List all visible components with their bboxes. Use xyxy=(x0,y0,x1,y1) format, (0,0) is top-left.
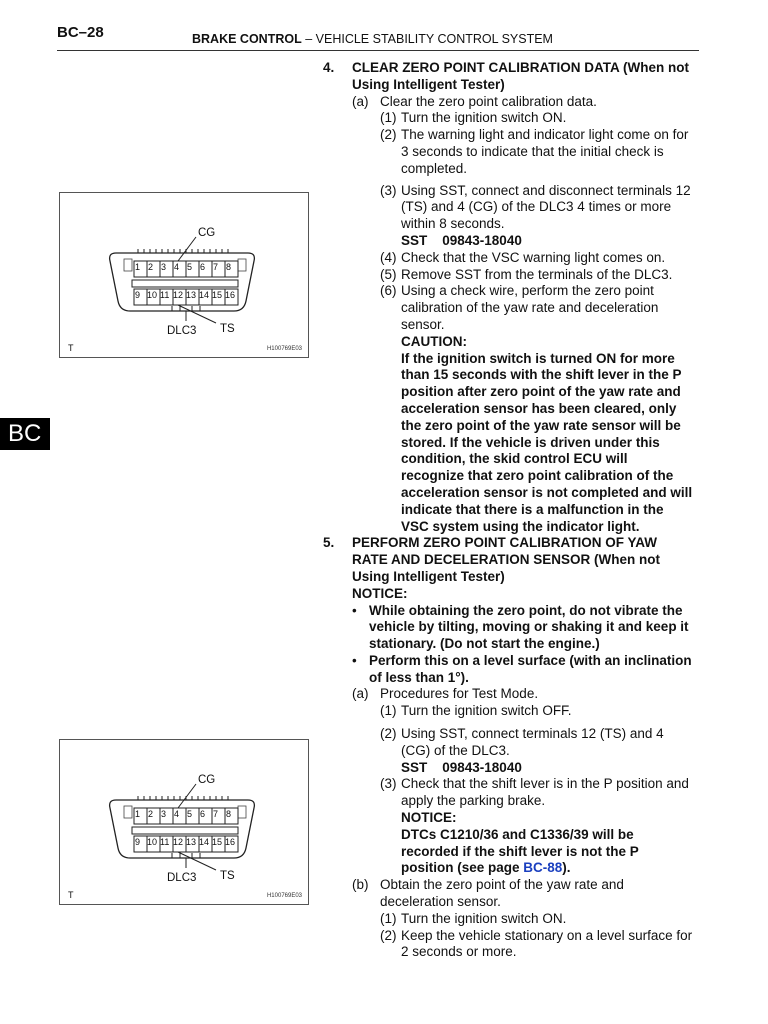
step-4-a-3 xyxy=(323,183,699,200)
step-4-title-line-1: CLEAR ZERO POINT CALIBRATION DATA (When not xyxy=(352,60,689,75)
substep-label: (1) xyxy=(380,703,397,719)
step-4-number: 4. xyxy=(323,60,335,75)
caution-line: position after zero point of the yaw rate and xyxy=(401,384,681,400)
notice-bullet-2 xyxy=(323,653,699,687)
step-5-a-2 xyxy=(323,726,699,743)
substep-text-cont: calibration of the yaw rate and deceleration xyxy=(401,300,659,316)
pin-13-label: 13 xyxy=(186,837,197,847)
dlc3-label: DLC3 xyxy=(167,325,197,337)
dlc3-connector-figure-1 xyxy=(59,192,309,358)
substep-text: Using SST, connect and disconnect terminals 12 xyxy=(401,182,691,198)
substep-text: Check that the shift lever is in the P position and xyxy=(401,776,689,792)
pin-14-label: 14 xyxy=(199,290,210,300)
ts-terminal-label: TS xyxy=(220,323,235,335)
pin-6-label: 6 xyxy=(200,809,206,819)
substep-label: (6) xyxy=(380,283,397,299)
bullet-mark: • xyxy=(352,602,357,618)
pin-12-label: 12 xyxy=(173,837,184,847)
step-4-a-1 xyxy=(323,110,699,127)
pin-12-label: 12 xyxy=(173,290,184,300)
caution-line: indicate that there is a malfunction in the xyxy=(401,501,664,517)
pin-10-label: 10 xyxy=(147,290,158,300)
substep-text-cont: 2 seconds or more. xyxy=(401,944,517,960)
substep-text-cont: within 8 seconds. xyxy=(401,216,505,232)
pin-13-label: 13 xyxy=(186,290,197,300)
step-5-a-1 xyxy=(323,703,699,720)
procedure-text xyxy=(323,60,699,961)
pin-8-label: 8 xyxy=(226,809,232,819)
sst-part-number: SST 09843-18040 xyxy=(401,232,522,248)
substep-text: Procedures for Test Mode. xyxy=(380,686,539,702)
substep-text-cont: (CG) of the DLC3. xyxy=(401,742,510,758)
section-tab-bc: BC xyxy=(0,418,50,450)
pin-1-label: 1 xyxy=(135,809,141,819)
step-5-b xyxy=(323,877,699,894)
bullet-mark: • xyxy=(352,652,357,668)
pin-8-label: 8 xyxy=(226,262,232,272)
step-4-title-line-2: Using Intelligent Tester) xyxy=(352,76,505,92)
substep-label: (1) xyxy=(380,910,397,926)
page-code: BC–28 xyxy=(57,24,104,41)
section-title-separator: – xyxy=(305,32,313,46)
figure-id: H100769E03 xyxy=(266,893,302,899)
caution-line: If the ignition switch is turned ON for more xyxy=(401,350,675,366)
pin-4-label: 4 xyxy=(174,262,180,272)
pin-16-label: 16 xyxy=(225,837,236,847)
pin-15-label: 15 xyxy=(212,290,223,300)
notice-title: NOTICE: xyxy=(401,810,457,826)
substep-label: (2) xyxy=(380,927,397,943)
step-5-b-1 xyxy=(323,911,699,928)
caution-line: the zero point of the yaw rate sensor will be xyxy=(401,417,681,433)
notice-line: ). xyxy=(562,860,571,876)
pin-3-label: 3 xyxy=(161,809,167,819)
pin-5-label: 5 xyxy=(187,809,193,819)
substep-text-cont: sensor. xyxy=(401,316,445,332)
notice-line: recorded if the shift lever is not the P xyxy=(401,843,639,859)
notice-line: DTCs C1210/36 and C1336/39 will be xyxy=(401,826,634,842)
pin-5-label: 5 xyxy=(187,262,193,272)
substep-label: (b) xyxy=(352,877,369,893)
pin-10-label: 10 xyxy=(147,837,158,847)
cg-terminal-label: CG xyxy=(198,227,216,239)
substep-text-cont: 3 seconds to indicate that the initial check is xyxy=(401,143,664,159)
substep-text: Remove SST from the terminals of the DLC3. xyxy=(401,266,673,282)
bullet-text: While obtaining the zero point, do not vibrate the xyxy=(369,602,683,618)
step-4-a-text: Clear the zero point calibration data. xyxy=(380,93,597,109)
pin-4-label: 4 xyxy=(174,809,180,819)
substep-label: (1) xyxy=(380,110,397,126)
substep-text: Obtain the zero point of the yaw rate and xyxy=(380,877,624,893)
caution-line: recognize that zero point calibration of the xyxy=(401,468,674,484)
substep-label: (3) xyxy=(380,776,397,792)
dlc3-connector-figure-2 xyxy=(59,739,309,905)
notice-bullet-1 xyxy=(323,603,699,653)
caution-line: acceleration sensor has been cleared, only xyxy=(401,400,677,416)
section-title-bold: BRAKE CONTROL xyxy=(192,32,302,46)
substep-text: Turn the ignition switch OFF. xyxy=(401,703,572,719)
bullet-text: Perform this on a level surface (with an inclination xyxy=(369,652,692,668)
substep-text-cont: apply the parking brake. xyxy=(401,793,546,809)
substep-text: Turn the ignition switch ON. xyxy=(401,910,567,926)
step-5-a xyxy=(323,686,699,703)
cg-terminal-label: CG xyxy=(198,774,216,786)
pin-11-label: 11 xyxy=(160,290,170,300)
notice-line-with-link xyxy=(323,860,699,877)
figure-corner-mark: T xyxy=(68,890,74,900)
section-title xyxy=(192,32,553,46)
caution-line: VSC system using the indicator light. xyxy=(401,518,640,534)
step-4-a-5 xyxy=(323,267,699,284)
bullet-text: vehicle by tilting, moving or shaking it and keep it xyxy=(369,619,689,635)
figure-corner-mark: T xyxy=(68,343,74,353)
substep-text-cont: completed. xyxy=(401,160,468,176)
substep-label: (2) xyxy=(380,726,397,742)
pin-2-label: 2 xyxy=(148,262,154,272)
pin-11-label: 11 xyxy=(160,837,170,847)
caution-line: stored. If the vehicle is driven under this xyxy=(401,434,660,450)
substep-label: (4) xyxy=(380,249,397,265)
bullet-text: stationary. (Do not start the engine.) xyxy=(369,636,600,652)
substep-text: Turn the ignition switch ON. xyxy=(401,110,567,126)
step-5-title-line-1: PERFORM ZERO POINT CALIBRATION OF YAW xyxy=(352,535,658,551)
step-5-notice-title: NOTICE: xyxy=(352,585,408,601)
page-link-bc-88[interactable]: BC-88 xyxy=(523,860,563,876)
substep-text: Using a check wire, perform the zero point xyxy=(401,283,654,299)
step-4-heading xyxy=(323,60,699,94)
caution-line: acceleration sensor is not completed and will xyxy=(401,484,693,500)
substep-label: (2) xyxy=(380,127,397,143)
substep-text: Check that the VSC warning light comes on. xyxy=(401,249,666,265)
step-5-title-line-2: RATE AND DECELERATION SENSOR (When not xyxy=(352,552,660,568)
substep-text: Using SST, connect terminals 12 (TS) and 4 xyxy=(401,726,664,742)
pin-9-label: 9 xyxy=(135,290,141,300)
caution-line: than 15 seconds with the shift lever in the P xyxy=(401,367,682,383)
substep-label: (3) xyxy=(380,182,397,198)
substep-label: (a) xyxy=(352,686,369,702)
pin-15-label: 15 xyxy=(212,837,223,847)
step-5-heading xyxy=(323,535,699,602)
pin-7-label: 7 xyxy=(213,809,219,819)
pin-9-label: 9 xyxy=(135,837,141,847)
step-5-title-line-3: Using Intelligent Tester) xyxy=(352,568,505,584)
substep-label: (5) xyxy=(380,266,397,282)
step-5-number: 5. xyxy=(323,535,335,551)
header-divider xyxy=(57,50,699,51)
substep-text-cont: deceleration sensor. xyxy=(380,894,501,910)
step-4-a xyxy=(323,94,699,111)
step-4-a-label: (a) xyxy=(352,93,369,109)
step-5-a-3 xyxy=(323,776,699,793)
step-4-a-2 xyxy=(323,127,699,144)
figure-id: H100769E03 xyxy=(266,346,302,352)
dlc3-label: DLC3 xyxy=(167,872,197,884)
caution-title: CAUTION: xyxy=(401,333,467,349)
pin-14-label: 14 xyxy=(199,837,210,847)
pin-1-label: 1 xyxy=(135,262,141,272)
caution-line: condition, the skid control ECU will xyxy=(401,451,628,467)
section-title-rest: VEHICLE STABILITY CONTROL SYSTEM xyxy=(315,32,553,46)
pin-6-label: 6 xyxy=(200,262,206,272)
pin-3-label: 3 xyxy=(161,262,167,272)
substep-text: Keep the vehicle stationary on a level surface for xyxy=(401,927,693,943)
step-4-a-4 xyxy=(323,250,699,267)
sst-part-number: SST 09843-18040 xyxy=(401,759,522,775)
substep-text-cont: (TS) and 4 (CG) of the DLC3 4 times or more xyxy=(401,199,672,215)
step-5-b-2 xyxy=(323,928,699,945)
substep-text: The warning light and indicator light come on for xyxy=(401,127,689,143)
notice-line: position (see page xyxy=(401,860,524,876)
bullet-text: of less than 1°). xyxy=(369,669,469,685)
pin-7-label: 7 xyxy=(213,262,219,272)
step-4-a-6 xyxy=(323,283,699,300)
pin-16-label: 16 xyxy=(225,290,236,300)
pin-2-label: 2 xyxy=(148,809,154,819)
ts-terminal-label: TS xyxy=(220,870,235,882)
